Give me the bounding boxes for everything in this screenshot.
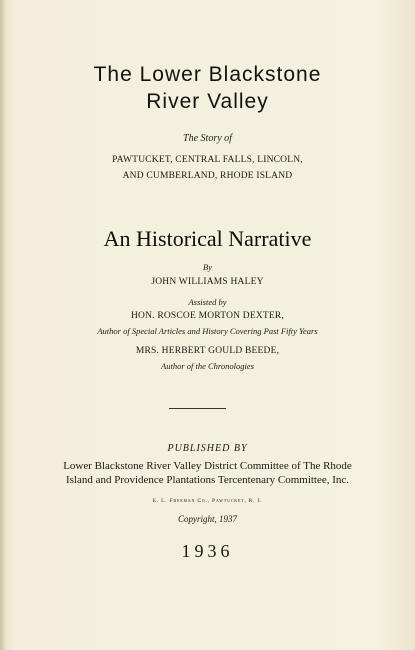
printer-imprint: E. L. Freeman Co., Pawtucket, R. I. xyxy=(152,498,263,504)
copyright-notice: Copyright, 1937 xyxy=(177,514,237,524)
by-label: By xyxy=(203,262,212,272)
places-line-1: PAWTUCKET, CENTRAL FALLS, LINCOLN, xyxy=(112,155,303,165)
book-title-line-2: River Valley xyxy=(146,90,269,113)
assistant-2-name: MRS. HERBERT GOULD BEEDE, xyxy=(135,346,280,356)
publisher-line-2: Island and Providence Plantations Tercentenary Committee, Inc. xyxy=(65,474,350,486)
assistant-1-name: HON. ROSCOE MORTON DEXTER, xyxy=(130,311,285,321)
assistant-2-role: Author of the Chronologies xyxy=(161,361,254,371)
main-title: An Historical Narrative xyxy=(103,226,312,251)
book-title-line-1: The Lower Blackstone xyxy=(93,63,322,86)
subtitle: The Story of xyxy=(183,133,232,144)
assisted-by-label: Assisted by xyxy=(188,297,227,307)
assistant-1-role: Author of Special Articles and History Covering Past Fifty Years xyxy=(97,326,318,336)
publisher-line-1: Lower Blackstone River Valley District Committee of The Rhode xyxy=(63,460,352,472)
published-by-label: PUBLISHED BY xyxy=(167,443,248,454)
author-name: JOHN WILLIAMS HALEY xyxy=(151,277,264,287)
places-line-2: AND CUMBERLAND, RHODE ISLAND xyxy=(122,171,293,181)
publication-year: 1936 xyxy=(181,541,234,561)
divider-rule xyxy=(169,408,226,409)
